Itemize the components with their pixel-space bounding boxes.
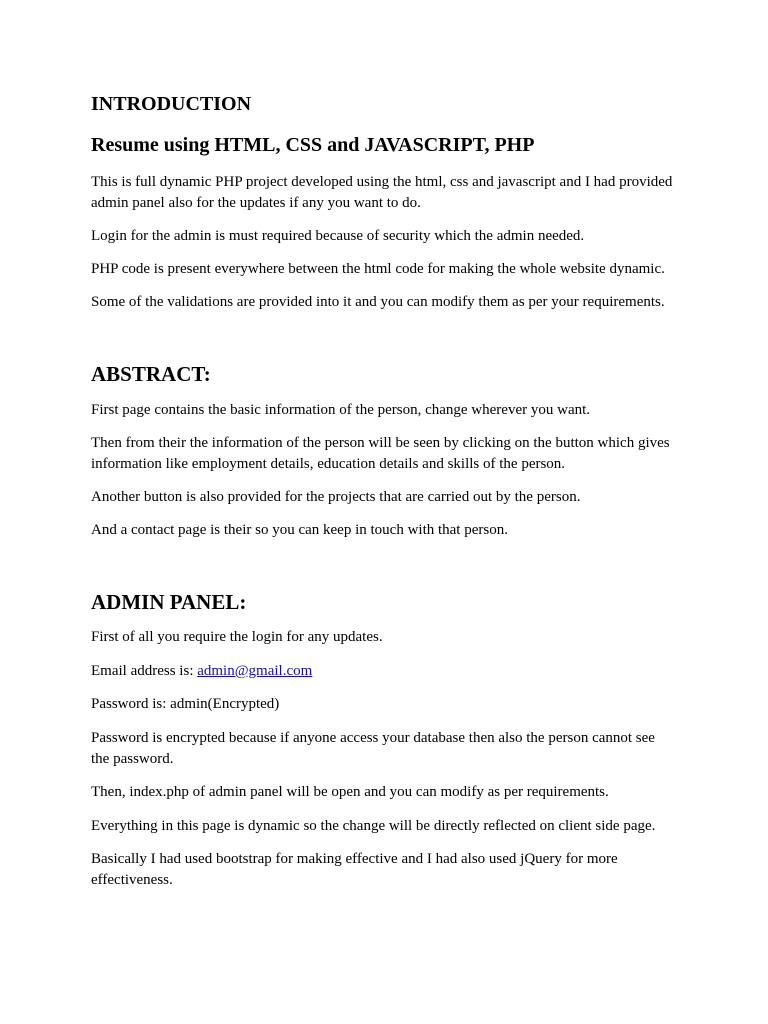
intro-paragraph-2: Login for the admin is must required because of security which the admin needed. [91,228,585,244]
admin-paragraph-4 [91,728,683,770]
intro-paragraph-1-line-1: This is full dynamic PHP project developed using the html, css and javascript and I had provided [91,174,673,190]
admin-panel-heading: ADMIN PANEL: [91,590,247,614]
admin-password-line: Password is: admin(Encrypted) [91,696,280,712]
abstract-paragraph-2-line-2: information like employment details, education details and skills of the person. [91,456,566,472]
admin-email-link[interactable]: admin@gmail.com [197,663,313,679]
admin-paragraph-6: Everything in this page is dynamic so the change will be directly reflected on client side page. [91,818,656,834]
abstract-paragraph-1: First page contains the basic information of the person, change wherever you want. [91,402,591,418]
admin-email-line [91,661,683,682]
admin-paragraph-4-line-2: the password. [91,751,174,767]
abstract-paragraph-2-line-1: Then from their the information of the person will be seen by clicking on the button which gives [91,435,670,451]
intro-paragraph-1-line-2: admin panel also for the updates if any you want to do. [91,195,421,211]
admin-paragraph-4-line-1: Password is encrypted because if anyone access your database then also the person cannot see [91,730,655,746]
admin-paragraph-1: First of all you require the login for any updates. [91,629,383,645]
intro-paragraph-4: Some of the validations are provided into it and you can modify them as per your requirements. [91,294,665,310]
abstract-paragraph-2 [91,433,683,475]
admin-paragraph-5: Then, index.php of admin panel will be open and you can modify as per requirements. [91,784,609,800]
abstract-paragraph-4: And a contact page is their so you can keep in touch with that person. [91,522,508,538]
admin-paragraph-7-line-1: Basically I had used bootstrap for making effective and I had also used jQuery for more [91,851,618,867]
intro-paragraph-3: PHP code is present everywhere between the html code for making the whole website dynamic. [91,261,665,277]
admin-email-label: Email address is: [91,663,198,679]
intro-paragraph-1 [91,172,683,214]
admin-paragraph-7-line-2: effectiveness. [91,872,173,888]
abstract-paragraph-3: Another button is also provided for the projects that are carried out by the person. [91,489,581,505]
admin-paragraph-7 [91,849,683,891]
introduction-heading: INTRODUCTION [91,93,252,115]
abstract-heading: ABSTRACT: [91,362,211,386]
document-title: Resume using HTML, CSS and JAVASCRIPT, PHP [91,134,535,156]
